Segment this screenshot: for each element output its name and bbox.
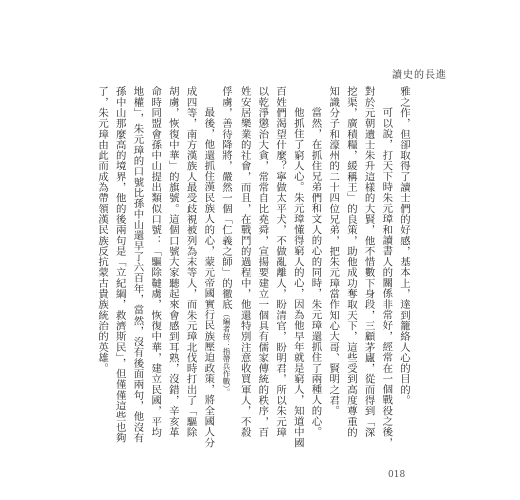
paragraph: 雅之作，但卻取得了讀士們的好感，基本上，達到籠絡人心的目的。: [398, 86, 410, 406]
paragraph-text: 他抓住了窮人心。朱元璋懂得窮人的心，因為他早年就是窮人，知道中國百姓們渴望什麼？寧做太平犬，不做亂離人，盼清官，盼明君，所以朱元璋以乾淨懲治大貪，常常自比堯舜，宣揚要建立一個具有儒家傳統的秩序，百姓安居樂業的社會，而且，在戰鬥的過程中，他還特別注意收買軍人，不殺俘虜，善待降將，嚴然一個「仁義之師」的徹底: [219, 86, 304, 448]
paragraph: 當然，在抓住兄弟們和文人的心的同時，朱元璋還抓住了兩種人的心。: [309, 106, 322, 437]
editor-note: （編者按：指帶兵作戰）。: [221, 309, 231, 396]
page-number: 018: [388, 470, 406, 480]
paragraph: 最後，他還抓住漢民族人的心，蒙元帝國實行民族壓迫政策，將全國人分成四等，南方漢族人最受歧視被列為末等人，而朱元璋北伐時打出了「驅除胡虜，恢復中華」的旗號。這個口號大家聽起來會感到耳熟，沒錯，辛亥革命時同盟會孫中山提出類似口號：「驅除韃虜，恢復中華，建立民國，平均地權」，朱元璋的口號比孫中山還早了六百年，當然，沒有後面兩句，他沒有孫中山那麼高的境界，他的後兩句是「立紀綱，救濟斯民」，但僅僅這些也夠了，朱元璋由此而成為帶領漢民族反抗蒙古貴族統治的英雄。: [96, 86, 215, 448]
paragraph: 可以說，打天下時朱元璋和讀書人的關係非常好，經常在一個戰役之後，對於元朝遺士朱升這樣的大賢，他不惜數下身段，三顧茅廬，從而得到「深挖渠，廣積糧，緩稱王」的良策，助他成功奪取天下，這些受到高度尊重的知識分子和濠州的二十四位兄弟，把朱元璋當作知心大哥、賢明之君。: [327, 86, 393, 448]
body-text: [96, 86, 412, 448]
paragraph: [216, 86, 306, 448]
running-head: 讀史的長進: [392, 70, 447, 81]
